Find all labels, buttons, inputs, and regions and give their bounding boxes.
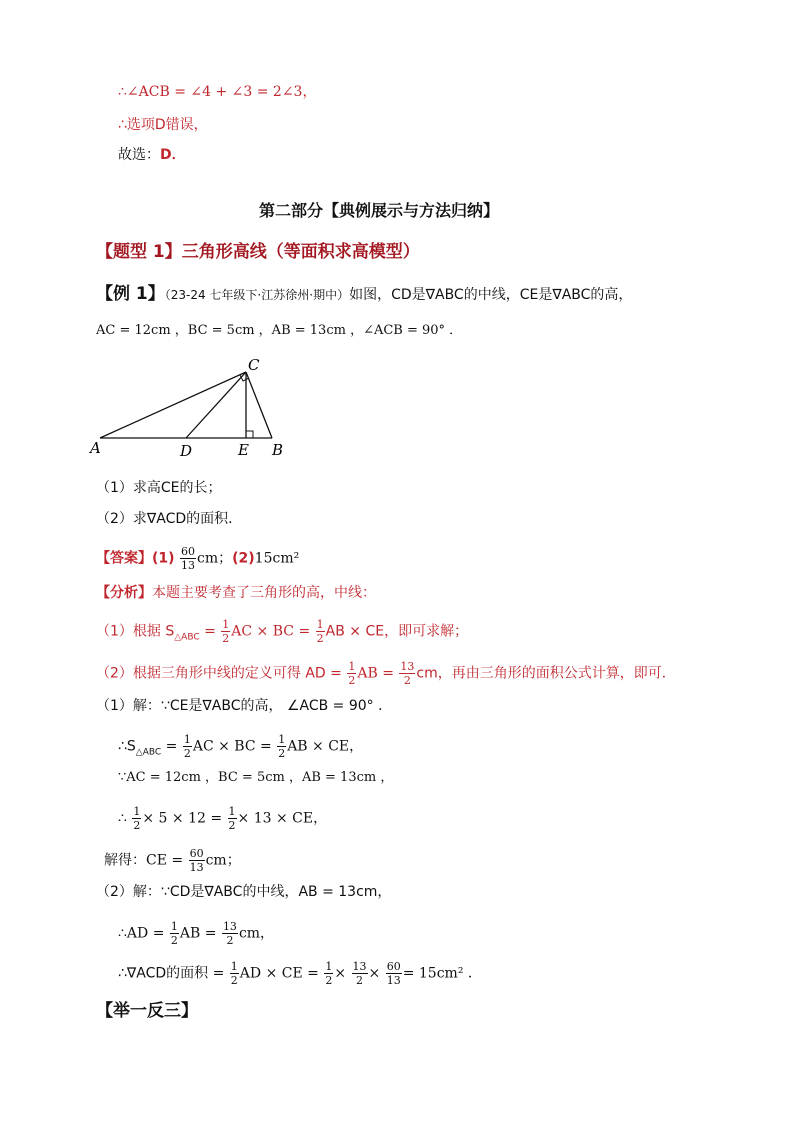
fraction: $\frac{1}{2}$ (316, 618, 324, 645)
type-heading: 【题型 1】三角形高线（等面积求高模型） (96, 242, 420, 262)
example-given: AC = 12cm ，BC = 5cm ，AB = 13cm ，∠ACB = 90° ． (96, 323, 463, 338)
solution-1-area-formula: $\therefore S_{\triangle ABC}$ = $\frac{1}{2}$ AC × BC = $\frac{1}{2}$ AB × CE， (118, 733, 364, 760)
triangle-figure (88, 352, 300, 462)
answer-line: 【答案】(1) $\frac{60}{13}$ cm；(2)15cm² (96, 545, 300, 572)
label-c: C (248, 356, 260, 374)
fraction: $\frac{1}{2}$ (278, 733, 286, 760)
fraction: $\frac{13}{2}$ (222, 920, 237, 947)
example-intro: 【例 1】（23-24 七年级下·江苏徐州·期中）如图，CD是∇ABC的中线，CE是∇ABC的高， (96, 284, 633, 304)
label-b: B (272, 441, 284, 459)
fraction: $\frac{1}{2}$ (348, 660, 356, 687)
fraction: $\frac{1}{2}$ (228, 805, 236, 832)
answer-fraction: $\frac{60}{13}$ (181, 545, 195, 572)
fraction: $\frac{60}{13}$ (189, 847, 204, 874)
solution-1-given: ∵AC = 12cm ，BC = 5cm ，AB = 13cm ， (118, 770, 394, 785)
question-2: （2）求∇ACD的面积． (96, 511, 243, 527)
right-angle-mark-e (246, 431, 253, 438)
label-a: A (90, 439, 101, 457)
fraction: $\frac{60}{13}$ (386, 960, 401, 987)
solution-2-area: ∴∇ACD的面积 = $\frac{1}{2}$ AD × CE = $\frac{1}{2}$ × $\frac{13}{2}$ × $\frac{60}{13}$ = 15cm² ． (118, 960, 482, 987)
fraction: $\frac{13}{2}$ (352, 960, 367, 987)
fraction: $\frac{1}{2}$ (230, 960, 238, 987)
fraction: $\frac{13}{2}$ (400, 660, 415, 687)
triangle-diagram (88, 352, 300, 462)
conclusion-line-3: 故选：D． (118, 147, 186, 163)
fraction: $\frac{1}{2}$ (183, 733, 191, 760)
fraction: $\frac{1}{2}$ (170, 920, 178, 947)
solution-2-header: （2）解：∵CD是∇ABC的中线，AB = 13cm， (96, 884, 392, 900)
segment-ac (100, 372, 246, 438)
segment-cd (186, 372, 246, 438)
conclusion-line-1: ∴∠ACB = ∠4 + ∠3 = 2∠3， (118, 84, 317, 100)
analysis-step-2: （2）根据三角形中线的定义可得 AD = $\frac{1}{2}$ AB = $\frac{13}{2}$ cm，再由三角形的面积公式计算，即可． (96, 660, 676, 687)
practice-heading: 【举一反三】 (96, 1001, 198, 1021)
solution-1-substitute: ∴ $\frac{1}{2}$ × 5 × 12 = $\frac{1}{2}$ × 13 × CE， (118, 805, 328, 832)
fraction: $\frac{1}{2}$ (222, 618, 230, 645)
label-d: D (180, 442, 193, 460)
solution-1-header: （1）解：∵CE是∇ABC的高， ∠ACB = 90° ． (96, 698, 393, 714)
question-1: （1）求高CE的长； (96, 480, 222, 496)
solution-1-result: 解得：CE = $\frac{60}{13}$ cm； (104, 847, 241, 874)
conclusion-line-2: ∴选项D错误， (118, 117, 208, 133)
fraction: $\frac{1}{2}$ (325, 960, 333, 987)
section-title: 第二部分【典例展示与方法归纳】 (259, 201, 500, 220)
fraction: $\frac{1}{2}$ (133, 805, 141, 832)
solution-2-ad: ∴AD = $\frac{1}{2}$ AB = $\frac{13}{2}$ cm， (118, 920, 275, 947)
analysis-intro: 【分析】本题主要考查了三角形的高，中线： (96, 585, 376, 601)
label-e: E (238, 441, 249, 459)
analysis-step-1: （1）根据 $S_{\triangle ABC}$ = $\frac{1}{2}$ AC × BC = $\frac{1}{2}$ AB × CE，即可求解； (96, 618, 469, 645)
segment-cb (246, 372, 272, 438)
